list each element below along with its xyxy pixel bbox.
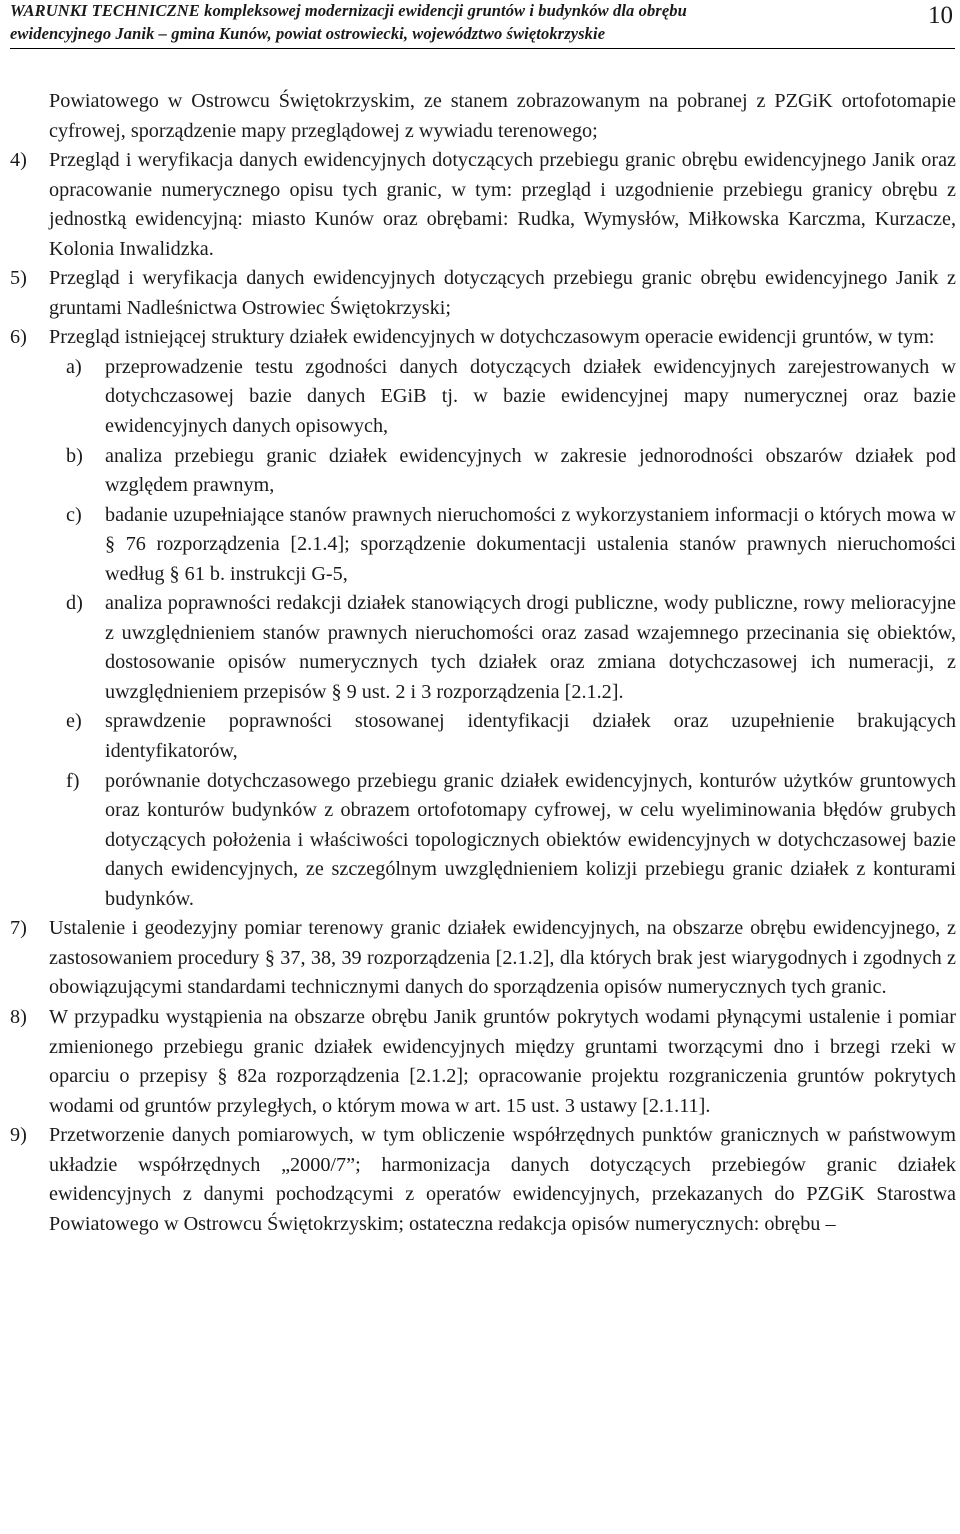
list-item-4 xyxy=(10,146,956,264)
page-header xyxy=(10,0,955,49)
list-item-8 xyxy=(10,1003,956,1121)
list-item-number: 9) xyxy=(10,1124,27,1147)
sub-item-e xyxy=(10,707,956,766)
list-item-number: 5) xyxy=(10,267,27,290)
sub-item-letter: e) xyxy=(66,710,82,733)
sub-item-b xyxy=(10,442,956,501)
sub-item-f xyxy=(10,767,956,915)
sub-item-a xyxy=(10,353,956,442)
list-item-text: Przegląd i weryfikacja danych ewidencyjnych dotyczących przebiegu granic obrębu ewidencyjnego Janik z gruntami Nadleśnictwa Ostrowiec Świętokrzyski; xyxy=(49,267,956,319)
sub-item-letter: b) xyxy=(66,444,83,467)
list-item-6 xyxy=(10,323,956,353)
list-item-text: Przegląd istniejącej struktury działek ewidencyjnych w dotychczasowym operacie ewidencji gruntów, w tym: xyxy=(49,326,935,349)
sub-item-text: analiza przebiegu granic działek ewidencyjnych w zakresie jednorodności obszarów działek pod względem prawnym, xyxy=(105,444,956,497)
list-item-text: Przegląd i weryfikacja danych ewidencyjnych dotyczących przebiegu granic obrębu ewidencyjnego Janik oraz opracowanie numerycznego opisu tych granic, w tym: przegląd i uzgodnienie przebiegu granicy obrębu z jednostką ewidencyjną: miasto Kunów oraz obrębami: Rudka, Wymysłów, Miłkowska Karczma, Kurzacze, Kolonia Inwalidzka. xyxy=(49,149,956,260)
sub-item-text: badanie uzupełniające stanów prawnych nieruchomości z wykorzystaniem informacji o których mowa w § 76 rozporządzenia [2.1.4]; sporządzenie dokumentacji ustalenia stanów prawnych nieruchomości według § 61 b. instrukcji G-5, xyxy=(105,503,956,585)
list-item-number: 6) xyxy=(10,326,27,349)
sub-item-text: sprawdzenie poprawności stosowanej identyfikacji działek oraz uzupełnienie brakujących identyfikatorów, xyxy=(105,710,956,763)
intro-paragraph: Powiatowego w Ostrowcu Świętokrzyskim, ze stanem zobrazowanym na pobranej z PZGiK ortofotomapie cyfrowej, sporządzenie mapy przeglądowej z wywiadu terenowego; xyxy=(49,90,956,142)
sub-item-text: analiza poprawności redakcji działek stanowiących drogi publiczne, wody publiczne, rowy melioracyjne z uwzględnieniem stanów prawnych nieruchomości oraz zasad wzajemnego przecinania się obiektów, dostosowanie opisów numerycznych tych działek oraz zmiana dotychczasowej ich numeracji, z uwzględnieniem przepisów § 9 ust. 2 i 3 rozporządzenia [2.1.2]. xyxy=(105,592,956,703)
list-item-number: 8) xyxy=(10,1005,27,1028)
list-item-number: 4) xyxy=(10,149,27,172)
list-item-5 xyxy=(10,264,956,323)
list-item-text: Ustalenie i geodezyjny pomiar terenowy granic działek ewidencyjnych, na obszarze obrębu ewidencyjnego, z zastosowaniem procedury § 37, 38, 39 rozporządzenia [2.1.2], dla których brak jest wiarygodnych i zgodnych z obowiązującymi standardami technicznymi danych do sporządzenia opisów numerycznych tych granic. xyxy=(49,917,956,999)
list-item-number: 7) xyxy=(10,917,27,940)
list-item-text: W przypadku wystąpienia na obszarze obrębu Janik gruntów pokrytych wodami płynącymi ustalenie i pomiar zmienionego przebiegu granic działek ewidencyjnych między gruntami tworzącymi dno i brzegi rzeki w oparciu o przepisy § 82a rozporządzenia [2.1.2]; opracowanie projektu rozgraniczenia gruntów pokrytych wodami od gruntów przyległych, o którym mowa w art. 15 ust. 3 ustawy [2.1.11]. xyxy=(49,1005,956,1117)
list-item-text: Przetworzenie danych pomiarowych, w tym obliczenie współrzędnych punktów granicznych w państwowym układzie współrzędnych „2000/7”; harmonizacja danych dotyczących przebiegów granic działek ewidencyjnych z danymi pochodzącymi z operatów ewidencyjnych, przekazanych do PZGiK Starostwa Powiatowego w Ostrowcu Świętokrzyskim; ostateczna redakcja opisów numerycznych: obrębu – xyxy=(49,1124,956,1235)
page-number: 10 xyxy=(928,2,953,29)
sub-item-letter: c) xyxy=(66,503,82,526)
sub-item-text: porównanie dotychczasowego przebiegu granic działek ewidencyjnych, konturów użytków gruntowych oraz konturów budynków z obrazem ortofotomapy cyfrowej, w celu wyeliminowania błędów grubych dotyczących położenia i właściwości topologicznych obiektów ewidencyjnych w dotychczasowej bazie danych ewidencyjnych, ze szczególnym uwzględnieniem kolizji przebiegu granic działek z konturami budynków. xyxy=(105,769,956,910)
list-item-7 xyxy=(10,914,956,1003)
sub-item-letter: d) xyxy=(66,592,83,615)
list-item-9 xyxy=(10,1121,956,1239)
header-title-line-2: ewidencyjnego Janik – gmina Kunów, powiat ostrowiecki, województwo świętokrzyskie xyxy=(10,24,606,43)
sub-item-letter: a) xyxy=(66,355,82,378)
sub-item-c xyxy=(10,501,956,590)
header-title-line-1: WARUNKI TECHNICZNE kompleksowej modernizacji ewidencji gruntów i budynków dla obrębu xyxy=(10,1,687,20)
sub-item-text: przeprowadzenie testu zgodności danych dotyczących działek ewidencyjnych zarejestrowanych w dotychczasowej bazie danych EGiB tj. w bazie ewidencyjnej mapy numerycznej oraz bazie ewidencyjnych danych opisowych, xyxy=(105,355,956,438)
document-body xyxy=(10,87,956,1239)
sub-item-letter: f) xyxy=(66,769,80,792)
sub-item-d xyxy=(10,589,956,707)
